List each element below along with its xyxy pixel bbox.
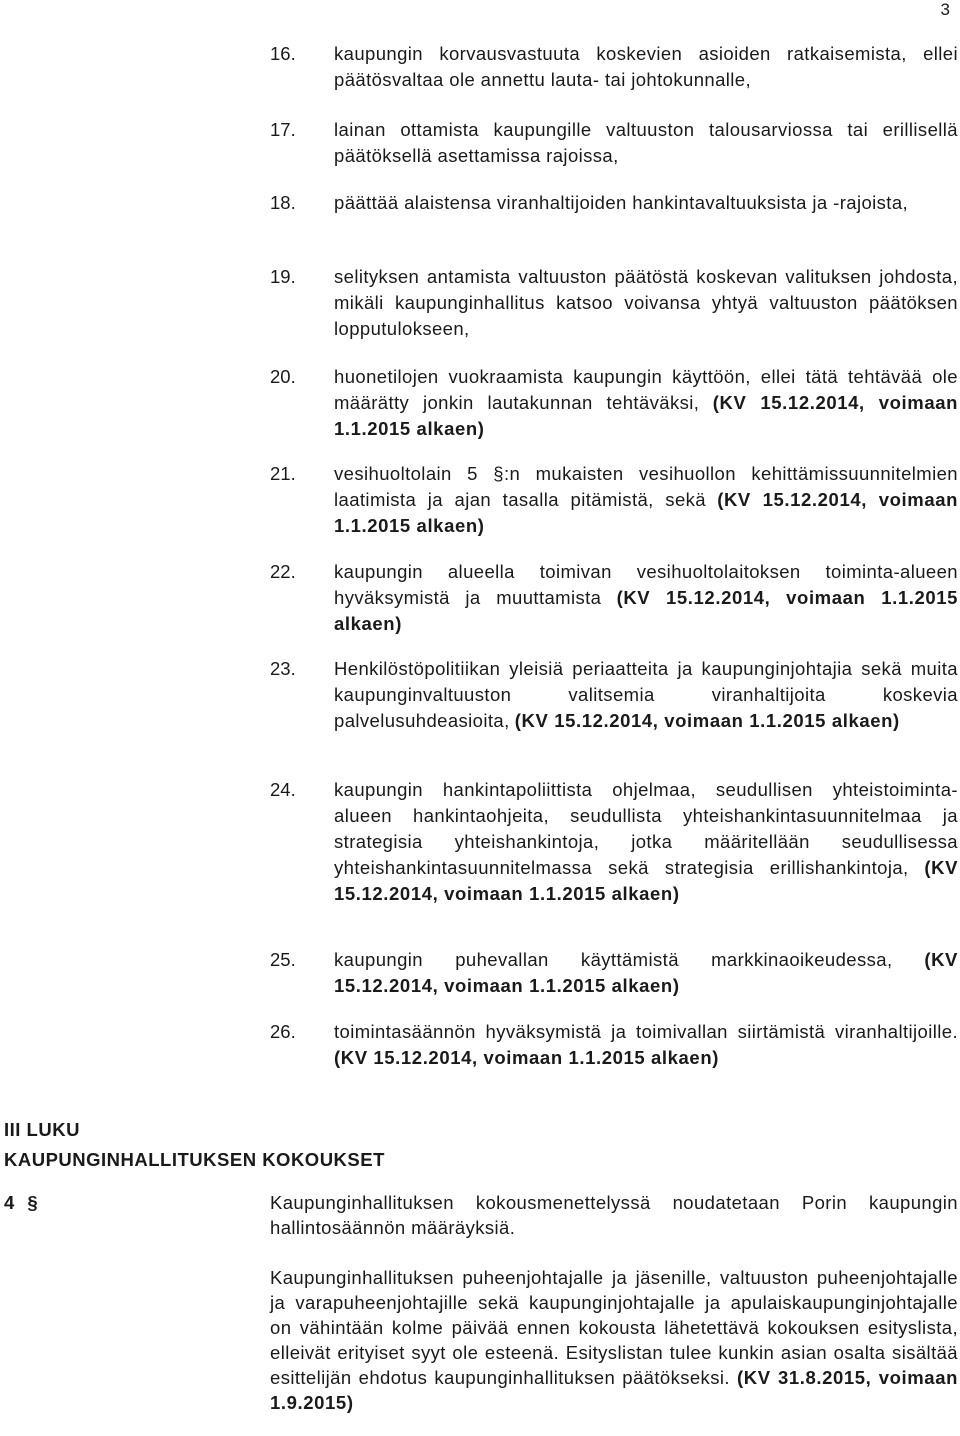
item-number: 19. xyxy=(270,266,296,287)
section-paragraph: Kaupunginhallituksen puheenjohtajalle ja jäsenille, valtuuston puheenjohtajalle ja varapuheenjohtajille sekä kaupunginjohtajalle ja apulaiskaupunginjohtajalle on vähintään kolme päivää ennen kokousta lähetettävä kokouksen esityslista, elleivät erityiset syyt ole esteenä. Esityslistan tulee kunkin asian osalta sisältää esittelijän ehdotus kaupunginhallituksen päätökseksi. (KV 31.8.2015, voimaan 1.9.2015) xyxy=(270,1267,958,1413)
chapter-title: KAUPUNGINHALLITUKSEN KOKOUKSET xyxy=(4,1149,385,1170)
item-number: 20. xyxy=(270,366,296,387)
chapter-number: III LUKU xyxy=(4,1119,80,1140)
amendment-note: (KV 15.12.2014, voimaan 1.1.2015 alkaen) xyxy=(334,489,959,536)
item-text: lainan ottamista kaupungille valtuuston talousarviossa tai erillisellä päätöksellä asettamissa rajoissa, xyxy=(334,119,958,166)
amendment-note: (KV 15.12.2014, voimaan 1.1.2015 alkaen) xyxy=(334,587,959,634)
section-number: 4 § xyxy=(4,1192,42,1213)
item-text: kaupungin hankintapoliittista ohjelmaa, seudullisen yhteistoiminta-alueen hankintaohjeita, seudullista yhteishankintasuunnitelmaa ja strategisia yhteishankintoja, jotka määritellään seudullisessa yhteishankintasuunnitelmassa sekä strategisia erillishankintoja, (KV 15.12.2014, voimaan 1.1.2015 alkaen) xyxy=(334,779,959,904)
item-text: vesihuoltolain 5 §:n mukaisten vesihuollon kehittämissuunnitelmien laatimista ja ajan tasalla pitämistä, sekä (KV 15.12.2014, voimaan 1.1.2015 alkaen) xyxy=(334,463,959,536)
amendment-note: (KV 15.12.2014, voimaan 1.1.2015 alkaen) xyxy=(334,1047,719,1068)
item-number: 25. xyxy=(270,949,296,970)
item-text: huonetilojen vuokraamista kaupungin käyttöön, ellei tätä tehtävää ole määrätty jonkin lautakunnan tehtäväksi, (KV 15.12.2014, voimaan 1.1.2015 alkaen) xyxy=(334,366,958,439)
item-number: 17. xyxy=(270,119,296,140)
item-text: toimintasäännön hyväksymistä ja toimivallan siirtämistä viranhaltijoille. (KV 15.12.2014, voimaan 1.1.2015 alkaen) xyxy=(334,1021,958,1068)
item-number: 26. xyxy=(270,1021,296,1042)
page-number: 3 xyxy=(940,0,950,19)
item-number: 16. xyxy=(270,43,296,64)
item-text: päättää alaistensa viranhaltijoiden hankintavaltuuksista ja -rajoista, xyxy=(334,192,909,213)
amendment-note: (KV 15.12.2014, voimaan 1.1.2015 alkaen) xyxy=(334,949,958,996)
item-number: 24. xyxy=(270,779,296,800)
item-text: kaupungin alueella toimivan vesihuoltolaitoksen toiminta-alueen hyväksymistä ja muuttamista (KV 15.12.2014, voimaan 1.1.2015 alkaen) xyxy=(334,561,959,634)
item-text: selityksen antamista valtuuston päätöstä koskevan valituksen johdosta, mikäli kaupunginhallitus katsoo voivansa yhtyä valtuuston päätöksen lopputulokseen, xyxy=(334,266,958,339)
chapter-heading xyxy=(4,1115,385,1175)
amendment-note: (KV 15.12.2014, voimaan 1.1.2015 alkaen) xyxy=(334,857,959,904)
amendment-note: (KV 15.12.2014, voimaan 1.1.2015 alkaen) xyxy=(334,392,958,439)
section-paragraph: Kaupunginhallituksen kokousmenettelyssä noudatetaan Porin kaupungin hallintosäännön määräyksiä. xyxy=(270,1192,958,1238)
item-text: kaupungin korvausvastuuta koskevien asioiden ratkaisemista, ellei päätösvaltaa ole annettu lauta- tai johtokunnalle, xyxy=(334,43,958,90)
item-text: Henkilöstöpolitiikan yleisiä periaatteita ja kaupunginjohtajia sekä muita kaupunginvaltuuston valitsemia viranhaltijoita koskevia palvelusuhdeasioita, (KV 15.12.2014, voimaan 1.1.2015 alkaen) xyxy=(334,658,958,731)
item-number: 22. xyxy=(270,561,296,582)
amendment-note: (KV 15.12.2014, voimaan 1.1.2015 alkaen) xyxy=(514,710,900,731)
item-number: 23. xyxy=(270,658,296,679)
amendment-note: (KV 31.8.2015, voimaan 1.9.2015) xyxy=(270,1367,958,1413)
item-number: 18. xyxy=(270,192,296,213)
item-number: 21. xyxy=(270,463,296,484)
item-text: kaupungin puhevallan käyttämistä markkinaoikeudessa, (KV 15.12.2014, voimaan 1.1.2015 alkaen) xyxy=(334,949,958,996)
